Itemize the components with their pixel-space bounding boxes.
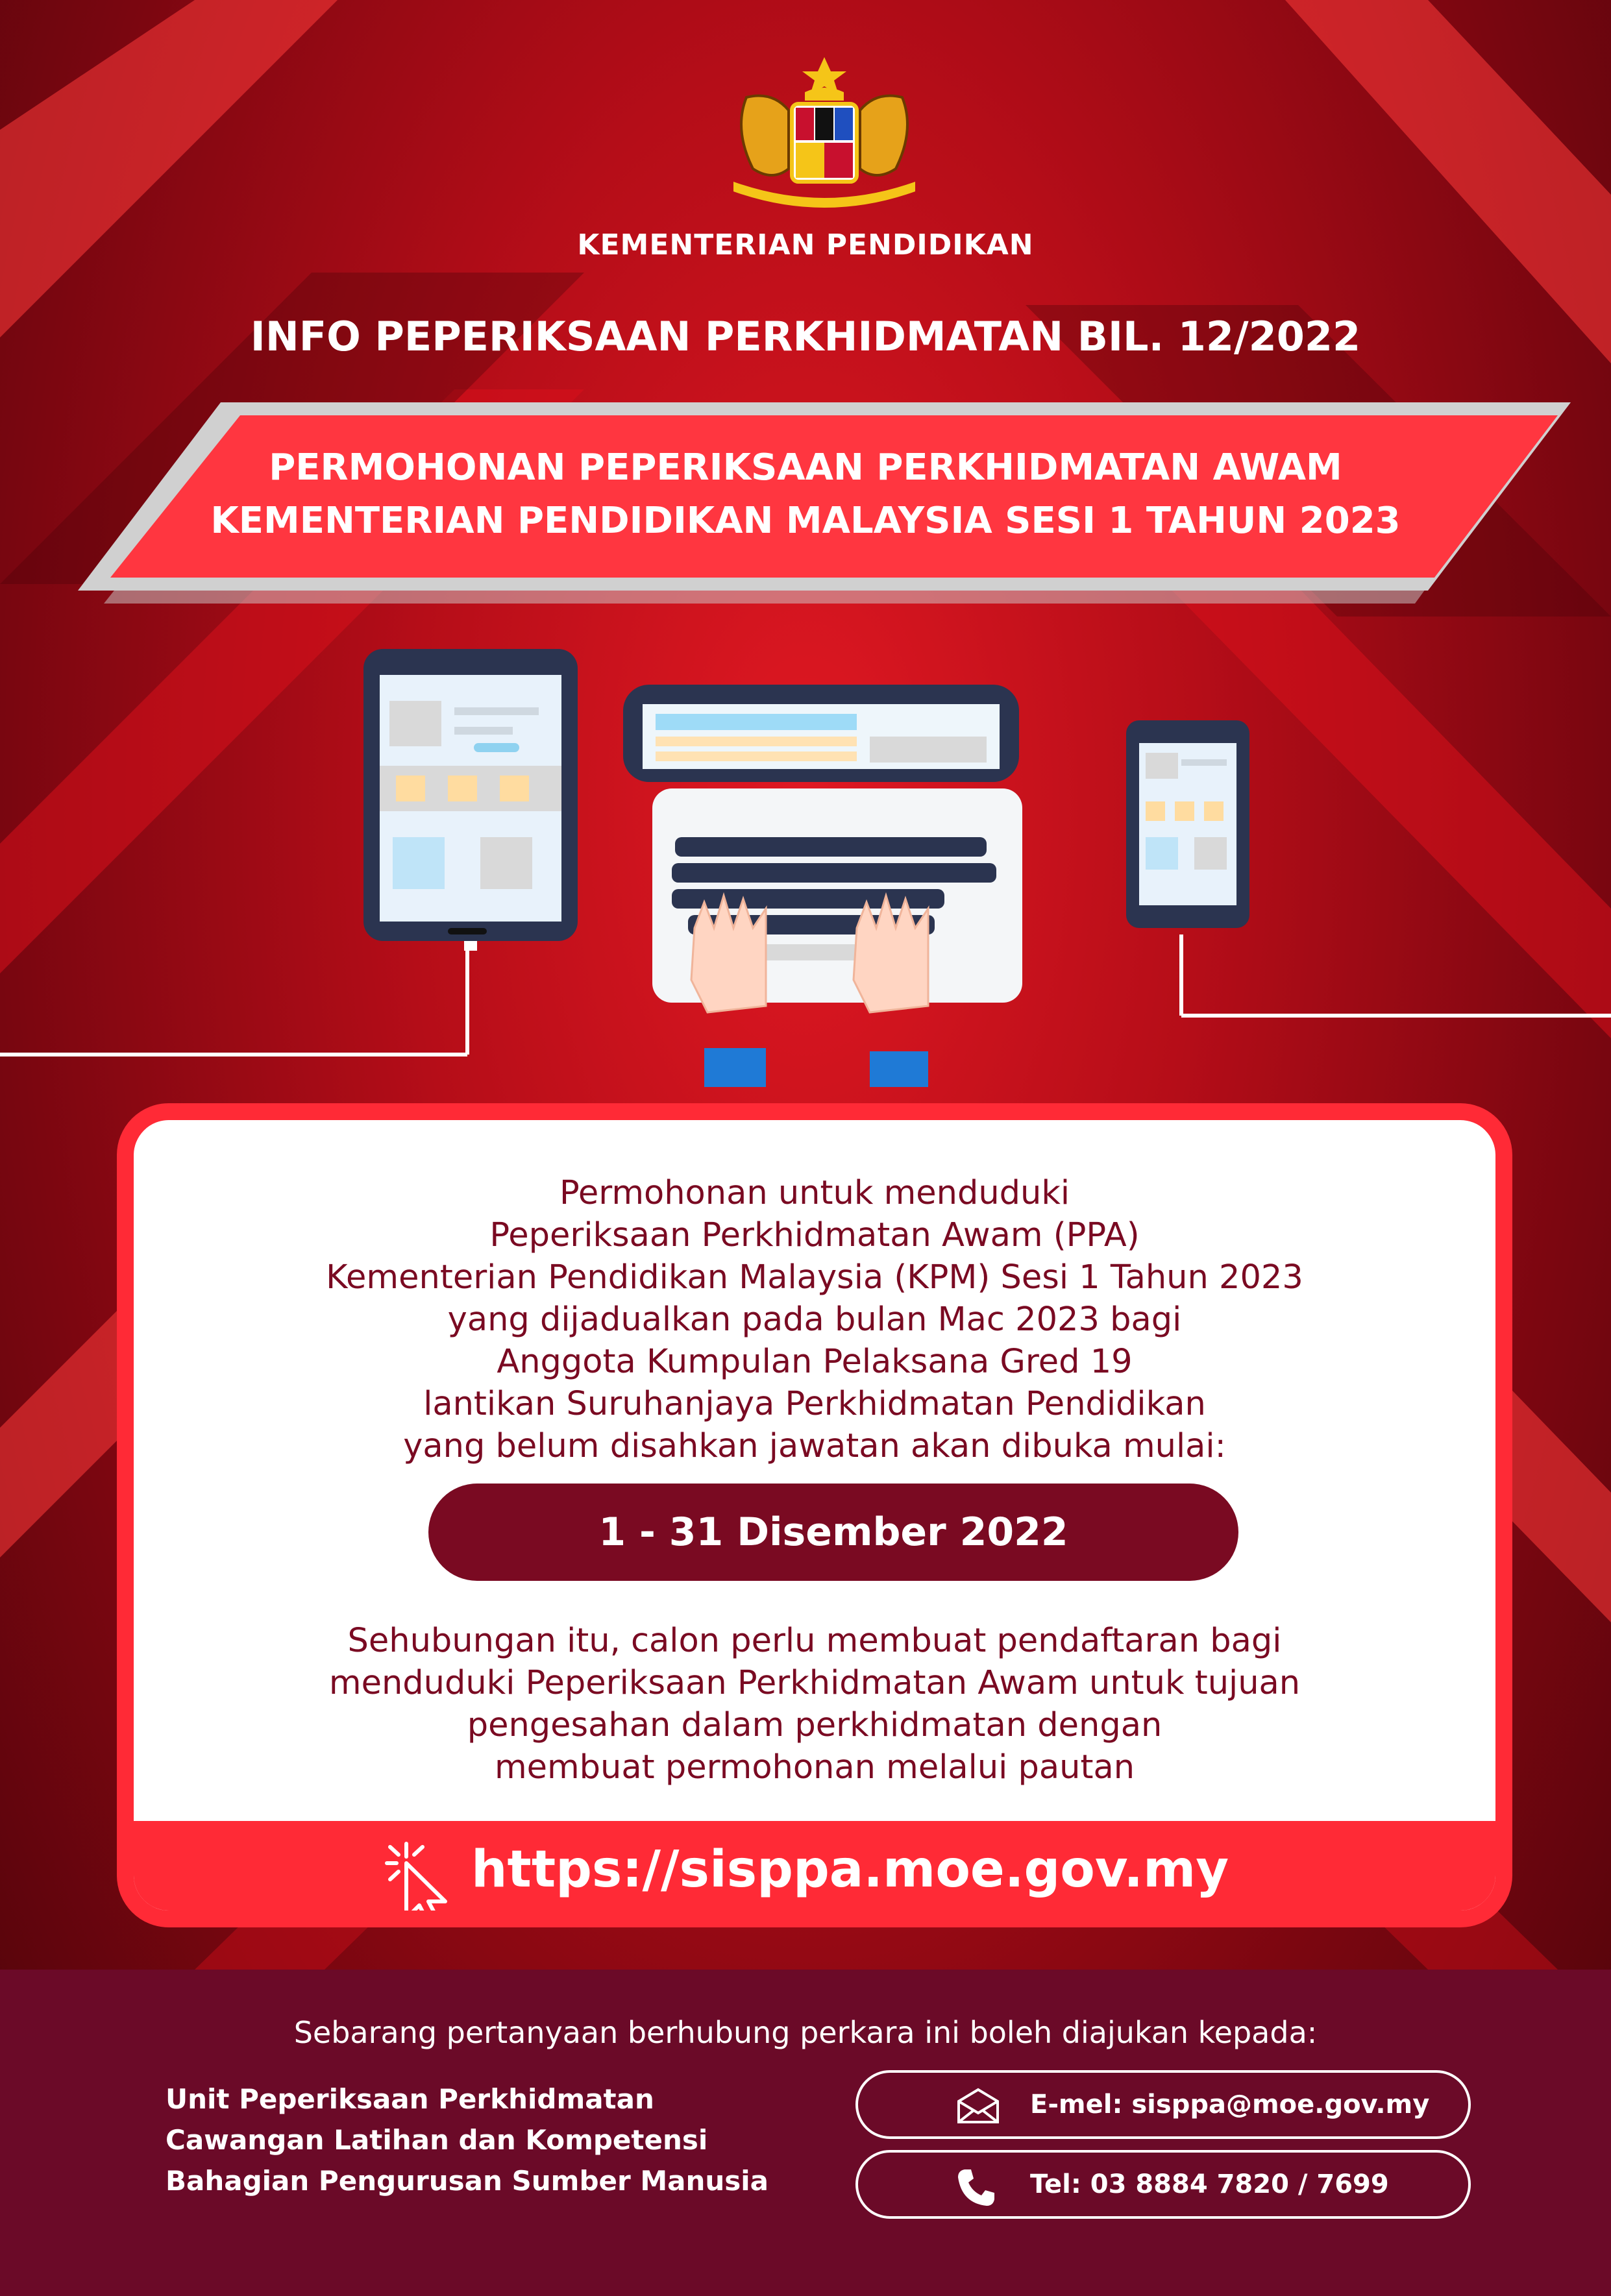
monitor-icon	[623, 685, 1019, 782]
para1-line: yang dijadualkan pada bulan Mac 2023 bagi	[447, 1301, 1182, 1339]
banner-line-2: KEMENTERIAN PENDIDIKAN MALAYSIA SESI 1 TAHUN 2023	[210, 500, 1401, 542]
email-contact[interactable]	[855, 2070, 1471, 2139]
para2-line: Sehubungan itu, calon perlu membuat pendaftaran bagi	[347, 1622, 1282, 1660]
para1-line: lantikan Suruhanjaya Perkhidmatan Pendidikan	[423, 1385, 1206, 1423]
address-line: Cawangan Latihan dan Kompetensi	[166, 2124, 708, 2156]
tablet-icon	[363, 649, 578, 951]
para2-line: pengesahan dalam perkhidmatan dengan	[467, 1706, 1162, 1744]
card-paragraph-2	[134, 1620, 1495, 1789]
click-cursor-icon	[380, 1840, 458, 1927]
envelope-icon	[955, 2087, 1001, 2125]
devices-illustration	[350, 642, 1324, 1110]
para1-line: Kementerian Pendidikan Malaysia (KPM) Sesi 1 Tahun 2023	[326, 1258, 1303, 1297]
card-paragraph-1	[134, 1172, 1495, 1467]
para1-line: Peperiksaan Perkhidmatan Awam (PPA)	[489, 1216, 1140, 1254]
phone-text: Tel: 03 8884 7820 / 7699	[1030, 2169, 1389, 2199]
footer	[0, 1970, 1611, 2296]
info-card	[117, 1103, 1512, 1927]
banner-title	[0, 441, 1611, 548]
link-bar[interactable]	[134, 1821, 1495, 1927]
para2-line: membuat permohonan melalui pautan	[494, 1748, 1135, 1787]
address-line: Bahagian Pengurusan Sumber Manusia	[166, 2165, 769, 2197]
registration-link[interactable]: https://sisppa.moe.gov.my	[471, 1840, 1229, 1899]
info-title: INFO PEPERIKSAAN PERKHIDMATAN BIL. 12/2022	[250, 313, 1361, 360]
para2-line: menduduki Peperiksaan Perkhidmatan Awam untuk tujuan	[328, 1664, 1301, 1702]
para1-line: Permohonan untuk menduduki	[559, 1174, 1070, 1212]
date-range-pill: 1 - 31 Disember 2022	[428, 1484, 1238, 1581]
para1-line: yang belum disahkan jawatan akan dibuka mulai:	[403, 1427, 1226, 1465]
ministry-name: KEMENTERIAN PENDIDIKAN	[577, 228, 1034, 262]
phone-handset-icon	[955, 2167, 997, 2208]
para1-line: Anggota Kumpulan Pelaksana Gred 19	[497, 1343, 1133, 1381]
address-line: Unit Peperiksaan Perkhidmatan	[166, 2083, 654, 2115]
footer-question: Sebarang pertanyaan berhubung perkara ini boleh diajukan kepada:	[293, 2015, 1318, 2050]
phone-icon	[1126, 720, 1249, 928]
email-text: E-mel: sisppa@moe.gov.my	[1030, 2090, 1430, 2119]
coat-of-arms-logo	[720, 52, 928, 208]
phone-contact[interactable]	[855, 2150, 1471, 2219]
banner-line-1: PERMOHONAN PEPERIKSAAN PERKHIDMATAN AWAM	[269, 446, 1342, 489]
